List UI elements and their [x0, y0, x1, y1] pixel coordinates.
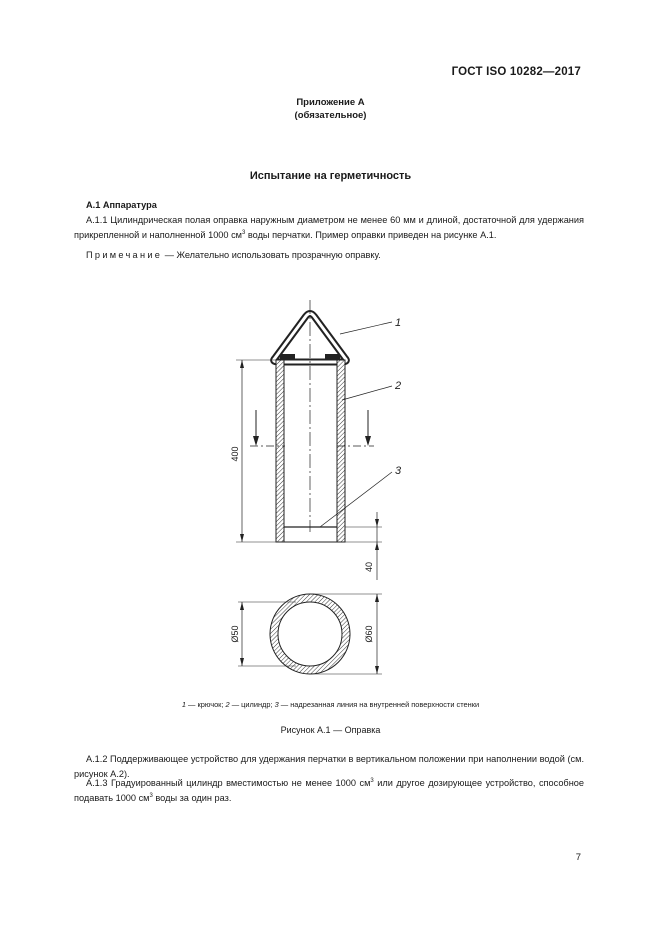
paragraph-a13: А.1.3 Градуированный цилиндр вместимостью не менее 1000 $см^3$ или другое дозирующее устройство, способное подавать 1000 $см^3$ воды за один раз.: [74, 778, 584, 803]
appendix-title: [0, 96, 661, 122]
section-title: Испытание на герметичность: [249, 170, 412, 182]
mandrel-figure: [200, 295, 420, 695]
dimension-inner-label: Ø50: [230, 625, 240, 643]
figure-legend: 1 — крючок; 2 — цилиндр; 3 — надрезанная линия на внутренней поверхности стенки: [181, 700, 480, 709]
dimension-bottom-label: 40: [364, 561, 374, 573]
dimension-length-label: 400: [230, 446, 240, 462]
note: [74, 248, 584, 263]
note-text: — Желательно использовать прозрачную оправку.: [162, 250, 381, 260]
cross-section: [270, 594, 350, 674]
paragraph-a12: А.1.2 Поддерживающее устройство для удержания перчатки в вертикальном положении при наполнении водой (см. рисунок А.2).: [74, 754, 584, 779]
callout-1: 1: [395, 317, 402, 329]
appendix-label: Приложение А: [296, 97, 365, 108]
paragraph-a11: А.1.1 Цилиндрическая полая оправка наружным диаметром не менее 60 мм и длиной, достаточной для удержания прикрепленной и наполненной 1000 $см^3$ воды перчатки. Пример оправки приведен на рисунке А.1.: [74, 215, 584, 240]
appendix-status: (обязательное): [294, 110, 367, 121]
document-header: ГОСТ ISO 10282—2017: [451, 66, 581, 78]
note-label: Примечание: [86, 250, 163, 260]
dimension-length: [236, 360, 276, 542]
page-number: 7: [575, 852, 581, 863]
callout-2: 2: [395, 380, 402, 392]
cylinder-part: [276, 360, 345, 542]
dimension-outer-label: Ø60: [364, 625, 374, 643]
callout-3: 3: [395, 465, 402, 477]
callout-leaders: [320, 322, 392, 527]
figure-caption: Рисунок А.1 — Оправка: [280, 725, 381, 735]
subsection-heading: А.1 Аппаратура: [86, 200, 157, 210]
section-markers: [250, 410, 374, 446]
